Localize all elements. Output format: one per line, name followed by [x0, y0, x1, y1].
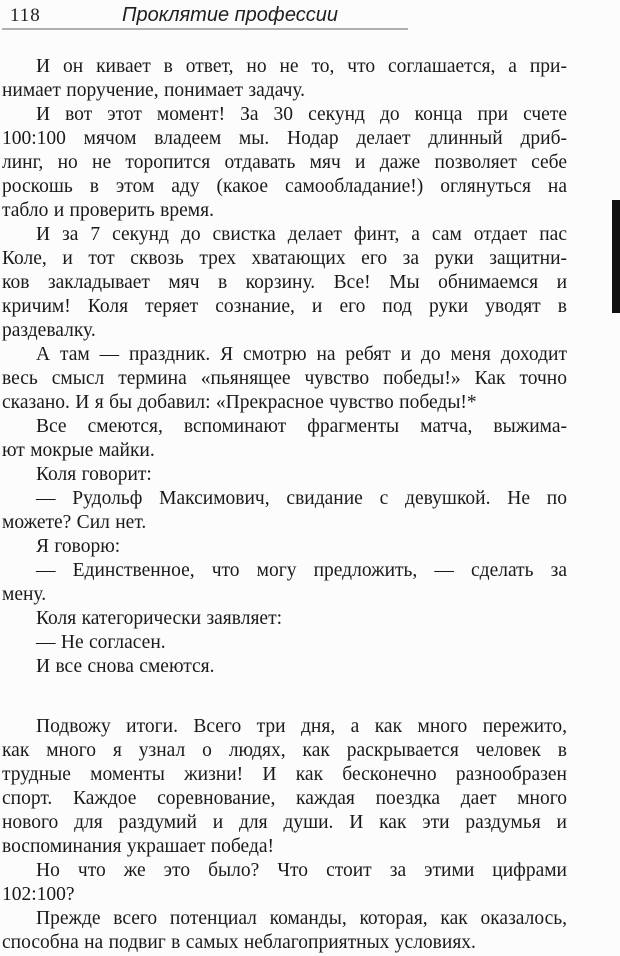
- paragraph: [2, 859, 567, 907]
- text-line: можете? Сил нет.: [2, 512, 147, 533]
- running-header-title: Проклятие профессии: [122, 4, 338, 26]
- paragraph: [2, 223, 567, 343]
- running-header: [2, 4, 408, 30]
- text-line: спорт. Каждое соревнование, каждая поездка дает много: [2, 788, 567, 809]
- text-line: И вот этот момент! За 30 секунд до конца при счете: [36, 104, 567, 125]
- bookmark-tab: [612, 200, 620, 313]
- text-line: И за 7 секунд до свистка делает финт, а сам отдает пас: [36, 224, 567, 245]
- text-line: воспоминания украшает победа!: [2, 836, 275, 857]
- text-line: роскошь в этом аду (какое самообладание!) оглянуться на: [2, 176, 567, 197]
- text-line: — Не согласен.: [36, 632, 166, 653]
- paragraph: [2, 55, 567, 103]
- text-line: Все смеются, вспоминают фрагменты матча, выжима-: [36, 416, 567, 437]
- text-line: Прежде всего потенциал команды, которая, как оказалось,: [36, 908, 567, 929]
- paragraph: [2, 559, 567, 607]
- text-line: мену.: [2, 584, 47, 605]
- paragraph: [2, 343, 567, 415]
- page-number: 118: [10, 5, 41, 26]
- text-line: табло и проверить время.: [2, 200, 214, 221]
- text-line: Подвожу итоги. Всего три дня, а как много пережито,: [36, 716, 567, 737]
- text-column: [2, 55, 567, 955]
- text-line: весь смысл термина «пьянящее чувство победы!» Как точно: [2, 368, 567, 389]
- text-line: нового для раздумий и для души. И как эти раздумья и: [2, 812, 567, 833]
- text-line: А там — праздник. Я смотрю на ребят и до меня доходит: [36, 344, 567, 365]
- paragraph: [2, 607, 567, 631]
- text-line: способна на подвиг в самых неблагоприятных условиях.: [2, 932, 476, 953]
- text-line: раздевалку.: [2, 320, 96, 341]
- text-line: нимает поручение, понимает задачу.: [2, 80, 306, 101]
- text-line: Я говорю:: [36, 536, 121, 557]
- paragraph: [2, 487, 567, 535]
- text-line: Коля говорит:: [36, 464, 152, 485]
- text-line: И все снова смеются.: [36, 656, 215, 677]
- text-line: ков закладывает мяч в корзину. Все! Мы обнимаемся и: [2, 272, 567, 293]
- text-line: И он кивает в ответ, но не то, что соглашается, а при-: [36, 56, 567, 77]
- text-line: — Рудольф Максимович, свидание с девушкой. Не по: [36, 488, 567, 509]
- text-line: Но что же это было? Что стоит за этими цифрами: [36, 860, 567, 881]
- text-line: — Единственное, что могу предложить, — сделать за: [36, 560, 567, 581]
- paragraph: [2, 415, 567, 463]
- paragraph: [2, 103, 567, 223]
- paragraph: [2, 715, 567, 859]
- text-line: линг, но не торопится отдавать мяч и даже позволяет себе: [2, 152, 567, 173]
- paragraph: [2, 907, 567, 955]
- paragraph: [2, 631, 567, 655]
- text-line: 100:100 мячом владеем мы. Нодар делает длинный дриб-: [2, 128, 567, 149]
- text-line: сказано. И я бы добавил: «Прекрасное чувство победы!*: [2, 392, 477, 413]
- paragraph: [2, 535, 567, 559]
- text-line: Коля категорически заявляет:: [36, 608, 283, 629]
- text-line: трудные моменты жизни! И как бесконечно разнообразен: [2, 764, 567, 785]
- text-line: кричим! Коля теряет сознание, и его под руки уводят в: [2, 296, 567, 317]
- text-line: как много я узнал о людях, как раскрывается человек в: [2, 740, 567, 761]
- text-line: 102:100?: [2, 884, 75, 905]
- text-line: Коле, и тот сквозь трех хватающих его за руки защитни-: [2, 248, 567, 269]
- paragraph: [2, 463, 567, 487]
- paragraph: [2, 655, 567, 679]
- text-line: ют мокрые майки.: [2, 440, 155, 461]
